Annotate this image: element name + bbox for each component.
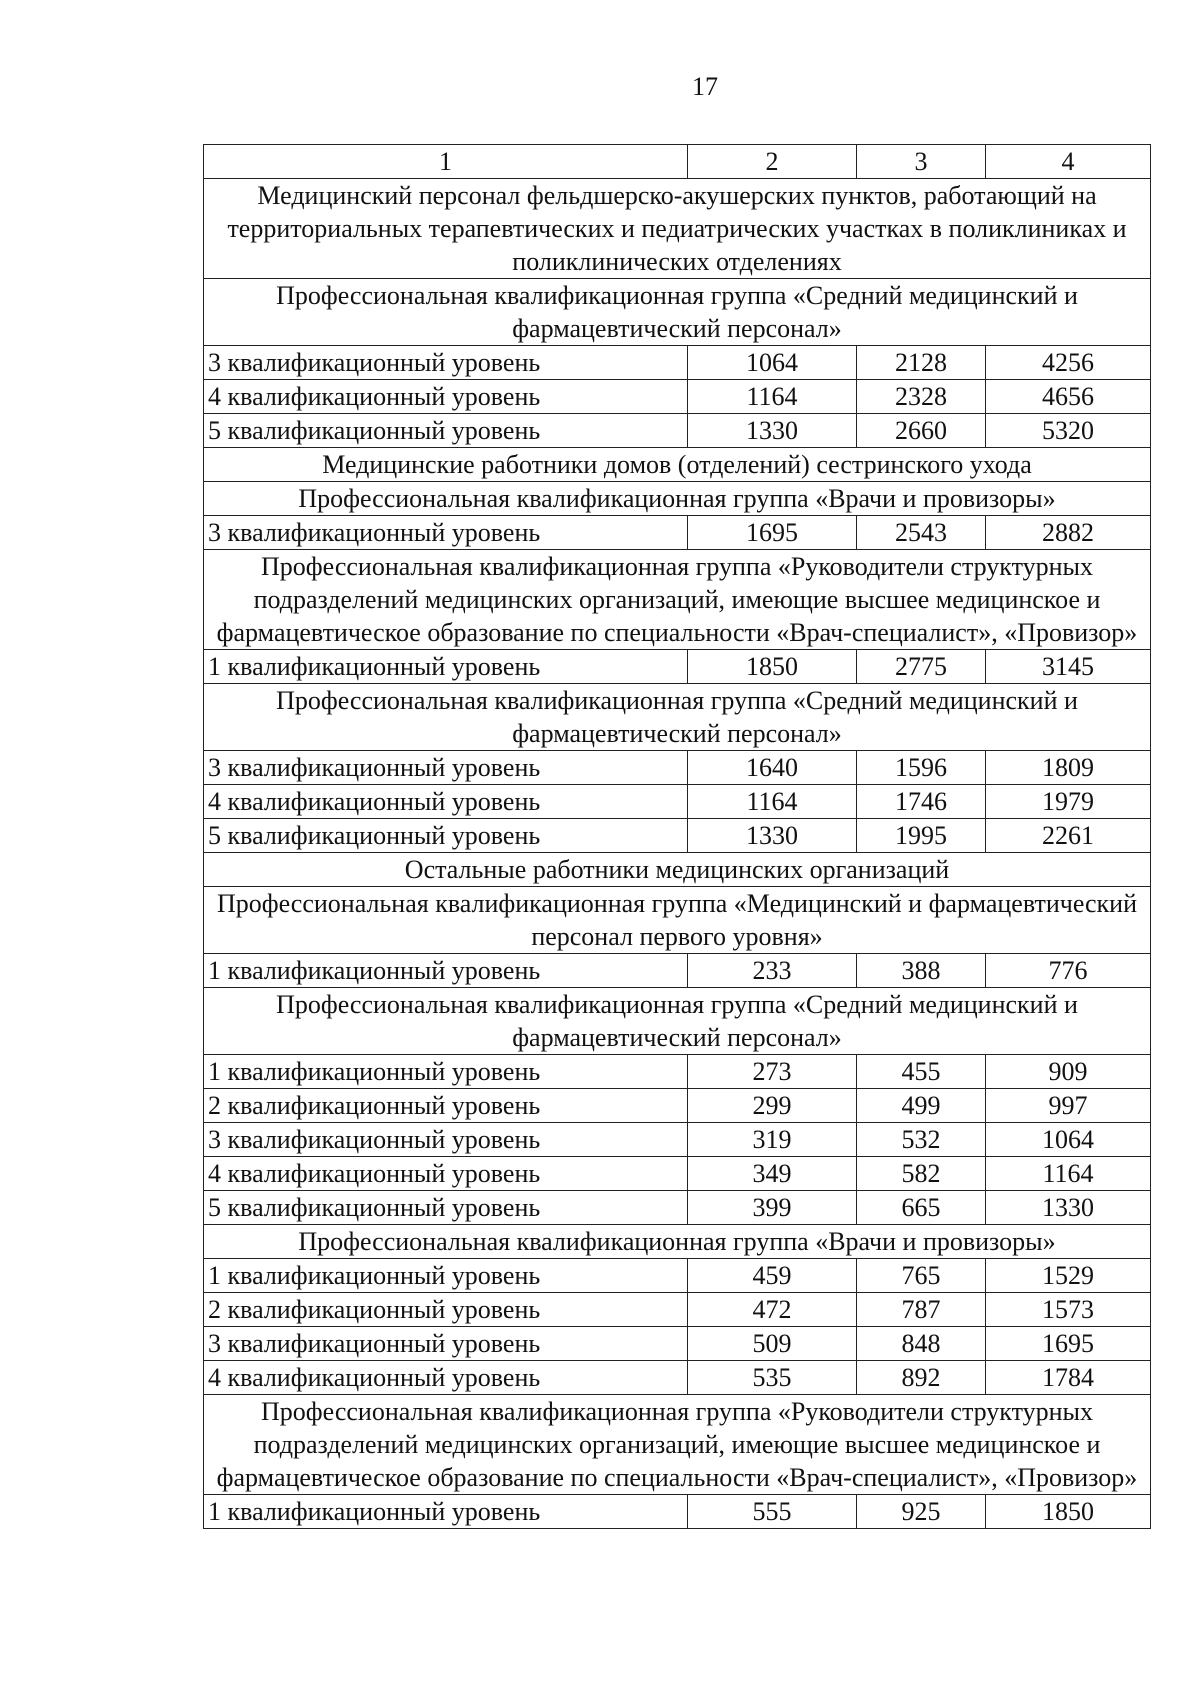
- qualification-level-label: 4 квалификационный уровень: [204, 785, 688, 819]
- value-cell-col-2: 1164: [688, 380, 857, 414]
- value-cell-col-4: 1784: [986, 1361, 1151, 1395]
- value-cell-col-2: 1330: [688, 414, 857, 448]
- value-cell-col-3: 2775: [857, 650, 986, 684]
- table-row: [204, 414, 1151, 448]
- value-cell-col-3: 925: [857, 1495, 986, 1529]
- value-cell-col-2: 349: [688, 1157, 857, 1191]
- table-row: [204, 751, 1151, 785]
- value-cell-col-4: 1809: [986, 751, 1151, 785]
- value-cell-col-2: 555: [688, 1495, 857, 1529]
- table-row: [204, 1327, 1151, 1361]
- value-cell-col-3: 582: [857, 1157, 986, 1191]
- value-cell-col-4: 776: [986, 954, 1151, 988]
- section-header-row: [204, 887, 1151, 954]
- value-cell-col-3: 1995: [857, 819, 986, 853]
- section-header-row: [204, 279, 1151, 346]
- qualification-level-label: 5 квалификационный уровень: [204, 414, 688, 448]
- value-cell-col-3: 2543: [857, 516, 986, 550]
- value-cell-col-3: 499: [857, 1089, 986, 1123]
- qualification-level-label: 3 квалификационный уровень: [204, 1327, 688, 1361]
- value-cell-col-2: 1850: [688, 650, 857, 684]
- section-title: Профессиональная квалификационная группа «Руководители структурных подразделений медицинских организаций, имеющие высшее медицинское и фармацевтическое образование по специальности «Врач-специалист», «Провизор»: [204, 1395, 1151, 1495]
- section-title: Профессиональная квалификационная группа «Врачи и провизоры»: [204, 1225, 1151, 1259]
- value-cell-col-3: 848: [857, 1327, 986, 1361]
- section-title: Профессиональная квалификационная группа «Руководители структурных подразделений медицинских организаций, имеющие высшее медицинское и фармацевтическое образование по специальности «Врач-специалист», «Провизор»: [204, 550, 1151, 650]
- column-header-2: 2: [688, 145, 857, 179]
- section-header-row: [204, 684, 1151, 751]
- qualification-level-label: 1 квалификационный уровень: [204, 1055, 688, 1089]
- value-cell-col-4: 5320: [986, 414, 1151, 448]
- value-cell-col-4: 1573: [986, 1293, 1151, 1327]
- value-cell-col-2: 535: [688, 1361, 857, 1395]
- value-cell-col-3: 787: [857, 1293, 986, 1327]
- section-header-row: [204, 1395, 1151, 1495]
- value-cell-col-3: 1746: [857, 785, 986, 819]
- value-cell-col-4: 909: [986, 1055, 1151, 1089]
- value-cell-col-3: 2660: [857, 414, 986, 448]
- table-row: [204, 1259, 1151, 1293]
- value-cell-col-2: 1640: [688, 751, 857, 785]
- column-header-3: 3: [857, 145, 986, 179]
- value-cell-col-2: 319: [688, 1123, 857, 1157]
- value-cell-col-2: 1330: [688, 819, 857, 853]
- section-title: Остальные работники медицинских организаций: [204, 853, 1151, 887]
- value-cell-col-3: 892: [857, 1361, 986, 1395]
- value-cell-col-3: 1596: [857, 751, 986, 785]
- table-row: [204, 1089, 1151, 1123]
- value-cell-col-3: 532: [857, 1123, 986, 1157]
- section-title: Профессиональная квалификационная группа «Средний медицинский и фармацевтический персонал»: [204, 988, 1151, 1055]
- qualification-level-label: 1 квалификационный уровень: [204, 650, 688, 684]
- section-header-row: [204, 448, 1151, 482]
- qualification-level-label: 5 квалификационный уровень: [204, 819, 688, 853]
- section-title: Профессиональная квалификационная группа «Врачи и провизоры»: [204, 482, 1151, 516]
- table-row: [204, 785, 1151, 819]
- qualification-level-label: 1 квалификационный уровень: [204, 1495, 688, 1529]
- table-row: [204, 1055, 1151, 1089]
- value-cell-col-2: 509: [688, 1327, 857, 1361]
- value-cell-col-3: 455: [857, 1055, 986, 1089]
- section-title: Профессиональная квалификационная группа «Медицинский и фармацевтический персонал первого уровня»: [204, 887, 1151, 954]
- value-cell-col-2: 399: [688, 1191, 857, 1225]
- value-cell-col-4: 1064: [986, 1123, 1151, 1157]
- salary-table: [203, 144, 1151, 1529]
- value-cell-col-2: 1064: [688, 346, 857, 380]
- section-header-row: [204, 482, 1151, 516]
- section-title: Профессиональная квалификационная группа «Средний медицинский и фармацевтический персонал»: [204, 684, 1151, 751]
- table-row: [204, 1191, 1151, 1225]
- table-row: [204, 954, 1151, 988]
- table-row: [204, 346, 1151, 380]
- value-cell-col-4: 1529: [986, 1259, 1151, 1293]
- table-row: [204, 1495, 1151, 1529]
- value-cell-col-2: 273: [688, 1055, 857, 1089]
- qualification-level-label: 4 квалификационный уровень: [204, 1361, 688, 1395]
- value-cell-col-4: 997: [986, 1089, 1151, 1123]
- value-cell-col-3: 665: [857, 1191, 986, 1225]
- qualification-level-label: 3 квалификационный уровень: [204, 751, 688, 785]
- section-header-row: [204, 1225, 1151, 1259]
- value-cell-col-4: 1164: [986, 1157, 1151, 1191]
- value-cell-col-2: 1164: [688, 785, 857, 819]
- value-cell-col-4: 1695: [986, 1327, 1151, 1361]
- qualification-level-label: 3 квалификационный уровень: [204, 346, 688, 380]
- qualification-level-label: 2 квалификационный уровень: [204, 1293, 688, 1327]
- table-row: [204, 516, 1151, 550]
- section-header-row: [204, 853, 1151, 887]
- qualification-level-label: 5 квалификационный уровень: [204, 1191, 688, 1225]
- section-title: Медицинские работники домов (отделений) сестринского ухода: [204, 448, 1151, 482]
- value-cell-col-4: 3145: [986, 650, 1151, 684]
- section-header-row: [204, 550, 1151, 650]
- qualification-level-label: 2 квалификационный уровень: [204, 1089, 688, 1123]
- value-cell-col-4: 2261: [986, 819, 1151, 853]
- value-cell-col-3: 2128: [857, 346, 986, 380]
- value-cell-col-3: 765: [857, 1259, 986, 1293]
- value-cell-col-4: 1979: [986, 785, 1151, 819]
- value-cell-col-2: 299: [688, 1089, 857, 1123]
- qualification-level-label: 1 квалификационный уровень: [204, 954, 688, 988]
- table-row: [204, 650, 1151, 684]
- qualification-level-label: 3 квалификационный уровень: [204, 516, 688, 550]
- table-row: [204, 819, 1151, 853]
- table-row: [204, 1293, 1151, 1327]
- value-cell-col-3: 388: [857, 954, 986, 988]
- section-header-row: [204, 179, 1151, 279]
- table-row: [204, 1157, 1151, 1191]
- value-cell-col-2: 459: [688, 1259, 857, 1293]
- table-body: [204, 145, 1151, 1529]
- section-title: Медицинский персонал фельдшерско-акушерских пунктов, работающий на территориальных терапевтических и педиатрических участках в поликлиниках и поликлинических отделениях: [204, 179, 1151, 279]
- table-row: [204, 1123, 1151, 1157]
- qualification-level-label: 3 квалификационный уровень: [204, 1123, 688, 1157]
- value-cell-col-3: 2328: [857, 380, 986, 414]
- page-number: 17: [692, 72, 718, 101]
- value-cell-col-4: 1850: [986, 1495, 1151, 1529]
- value-cell-col-4: 4256: [986, 346, 1151, 380]
- value-cell-col-4: 4656: [986, 380, 1151, 414]
- qualification-level-label: 1 квалификационный уровень: [204, 1259, 688, 1293]
- qualification-level-label: 4 квалификационный уровень: [204, 380, 688, 414]
- section-title: Профессиональная квалификационная группа «Средний медицинский и фармацевтический персонал»: [204, 279, 1151, 346]
- value-cell-col-2: 1695: [688, 516, 857, 550]
- value-cell-col-4: 1330: [986, 1191, 1151, 1225]
- table-row: [204, 380, 1151, 414]
- section-header-row: [204, 988, 1151, 1055]
- value-cell-col-4: 2882: [986, 516, 1151, 550]
- table-row: [204, 1361, 1151, 1395]
- qualification-level-label: 4 квалификационный уровень: [204, 1157, 688, 1191]
- column-header-4: 4: [986, 145, 1151, 179]
- value-cell-col-2: 233: [688, 954, 857, 988]
- table-header-row: [204, 145, 1151, 179]
- column-header-1: 1: [204, 145, 688, 179]
- value-cell-col-2: 472: [688, 1293, 857, 1327]
